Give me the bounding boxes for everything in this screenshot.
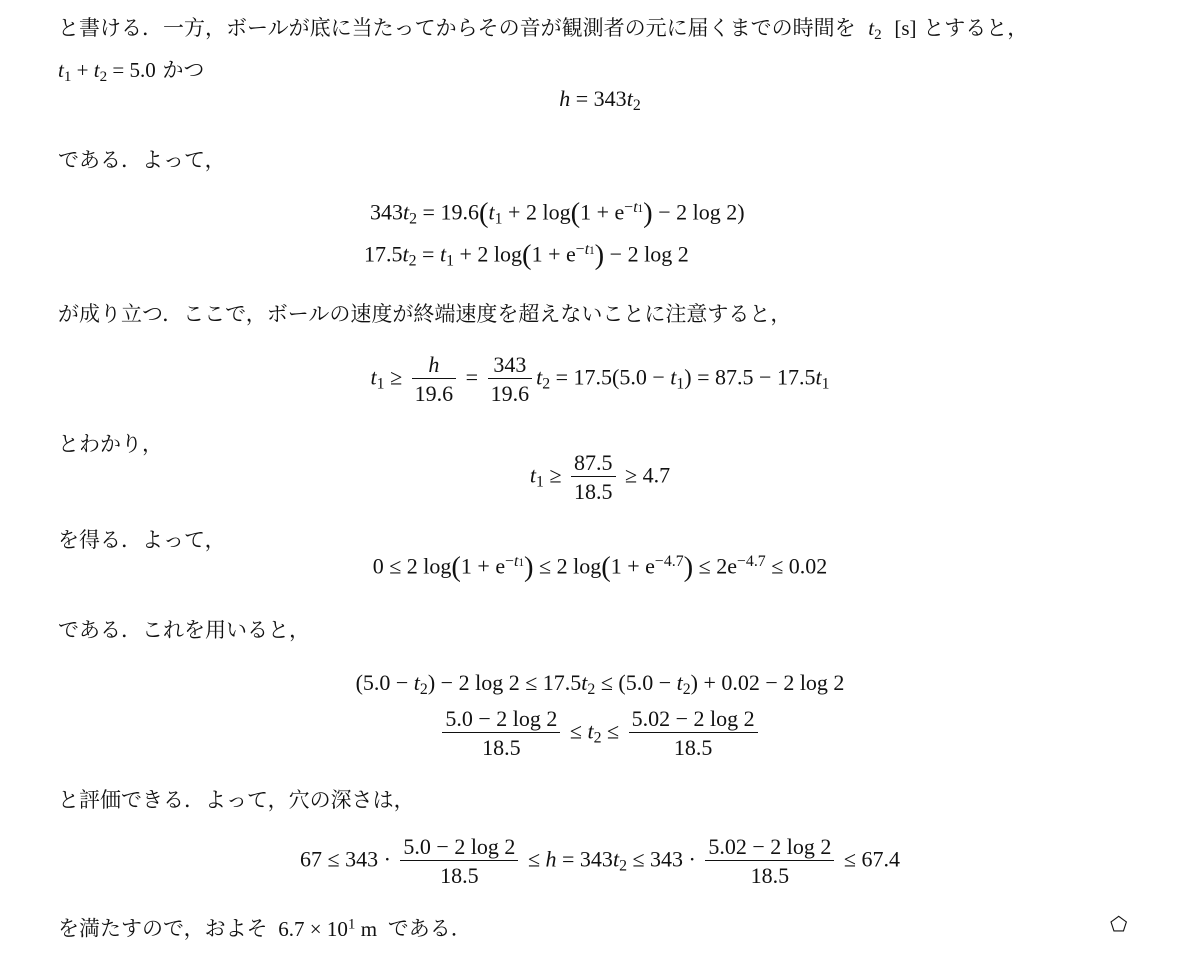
paragraph-3: である．よって， [58, 148, 226, 172]
equation-2a: $343t_2 = 19.6(t_1 + 2$ $\log(1 + e^{-t1}) - 2$ log 2) [370, 198, 745, 229]
equation-8: 67 ≤ 343 · $\frac{5.0 - 2 \log 2}{18.5}$ ≤ $h = 343t_2 \le 343$ · $\frac{5.02 - 2 \log 2}{18.5}$ ≤ 67.4 [300, 834, 900, 888]
equation-depth: $h = 343t_2$ [559, 86, 641, 114]
equation-4: $t_1$ ≥ $\frac{87.5}{18.5}$ ≥ 4.7 [529, 450, 671, 504]
sum-equation: $t_1 + t_2 = 5.0$ [58, 58, 156, 85]
paragraph-7: である．これを用いると， [58, 618, 310, 642]
conjunction-text: かつ [162, 58, 205, 82]
result-value: $6.7 \times 10^1$ m [278, 916, 378, 941]
paragraph-1-end: とすると， [923, 16, 1029, 40]
equation-7: $\frac{5.0 - 2 \log 2}{18.5}$ ≤ $t_2$ ≤ $\frac{5.02 - 2 \log 2}{18.5}$ [0, 706, 1200, 761]
text-line-1 [58, 14, 1028, 49]
paragraph-5: とわかり， [58, 432, 163, 456]
inline-t2: $t_2$ [868, 16, 882, 43]
paragraph-8: と評価できる．よって，穴の深さは， [58, 788, 415, 812]
equation-3: $t_1$ ≥ $\frac{h}{19.6}$ = $\frac{343}{19.6}$ $t_2 = 17.5(5.0 - t_1) = 87.5 - 17.5t_1$ [370, 352, 830, 406]
equation-2b: $17.5t_2 = t_1 + 2$ $\log(1 + e^{-t1}) - 2$ log 2 [364, 240, 689, 271]
paragraph-1: と書ける．一方，ボールが底に当たってからその音が観測者の元に届くまでの時間を [58, 16, 856, 40]
unit-seconds: [s] [894, 16, 917, 40]
end-of-proof-icon: ⬠ [1110, 912, 1128, 936]
equation-5: 0 ≤ 2 $\log(1 + e^{-t1}) \le 2$ $\log(1 + e^{-4.7}) \le 2e^{-4.7} \le 0.02$ [372, 552, 828, 583]
paragraph-4: が成り立つ．ここで，ボールの速度が終端速度を超えないことに注意すると， [58, 302, 792, 326]
paragraph-6: を得る．よって， [58, 528, 226, 552]
paragraph-9: を満たすので，およそ $6.7 \times 10^1$ m である． [58, 916, 472, 941]
equation-6: $(5.0 - t_2) - 2$ $\log 2 \le 17.5t_2 \le (5.0 - t_2) + 0.02 - 2$ log 2 [355, 670, 845, 698]
